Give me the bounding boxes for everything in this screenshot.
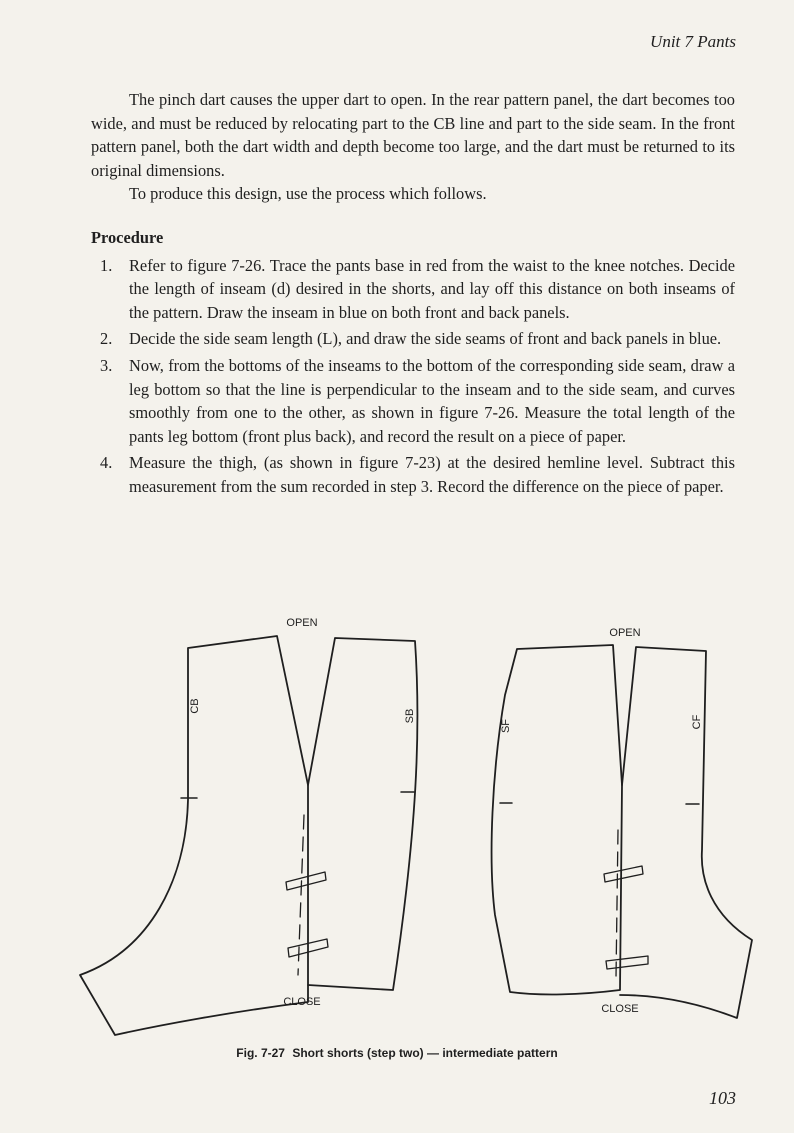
pattern-diagram <box>0 600 794 1050</box>
front-left-piece-outline <box>492 645 622 994</box>
step-text: Decide the side seam length (L), and draw the side seams of front and back panels in blue. <box>129 329 722 349</box>
back-left-piece-outline <box>80 636 308 1035</box>
step-number: 1. <box>100 255 113 275</box>
step-number: 2. <box>100 329 113 349</box>
procedure-step <box>91 254 735 325</box>
page-number: 103 <box>709 1088 736 1108</box>
paragraph-2: To produce this design, use the process which follows. <box>129 184 487 204</box>
pattern-figure <box>0 600 794 1080</box>
step-text: Measure the thigh, (as shown in figure 7-23) at the desired hemline level. Subtract this measurement from the sum recorded in step 3. Record the difference on the piece of paper. <box>129 453 735 496</box>
front-sf-label: SF <box>500 718 512 734</box>
back-right-piece-outline <box>308 638 417 990</box>
procedure-step <box>91 451 735 498</box>
step-number: 4. <box>100 453 113 473</box>
back-dashed-guide <box>298 815 304 975</box>
back-close-label: CLOSE <box>283 996 321 1008</box>
step-text: Now, from the bottoms of the inseams to the bottom of the corresponding side seam, draw a leg bottom so that the line is perpendicular to the inseam and to the side seam, and curves smoothly from one to the other, as shown in figure 7-26. Measure the total length of the pants leg bottom (front plus back), and record the result on a piece of paper. <box>129 355 735 446</box>
figure-number: Fig. 7-27 <box>236 1046 285 1060</box>
front-tape-strip-lower <box>606 956 648 969</box>
front-right-piece-outline <box>620 647 752 1018</box>
step-text: Refer to figure 7-26. Trace the pants base in red from the waist to the knee notches. Decide the length of inseam (d) desired in the shorts, and lay off this distance on both inseams of the pattern. Draw the inseam in blue on both front and back panels. <box>129 255 735 322</box>
procedure-step <box>91 354 735 448</box>
paragraph-1: The pinch dart causes the upper dart to open. In the rear pattern panel, the dart becomes too wide, and must be reduced by relocating part to the CB line and part to the side seam. In the front pattern panel, both the dart width and depth become too large, and the dart must be returned to its original dimensions. <box>91 90 735 180</box>
front-dashed-guide <box>616 830 618 978</box>
body-text <box>91 88 735 502</box>
back-cb-label: CB <box>189 698 201 714</box>
back-sb-label: SB <box>404 708 416 724</box>
back-tape-strip-upper <box>286 872 326 890</box>
figure-caption-text: Short shorts (step two) — intermediate pattern <box>292 1046 558 1060</box>
back-open-label: OPEN <box>286 617 318 629</box>
procedure-heading: Procedure <box>91 227 164 247</box>
front-open-label: OPEN <box>609 627 641 639</box>
front-tape-strip-upper <box>604 866 643 882</box>
running-header: Unit 7 Pants <box>650 32 736 51</box>
figure-caption <box>0 1046 794 1060</box>
front-close-label: CLOSE <box>601 1003 639 1015</box>
procedure-list <box>91 254 735 499</box>
front-cf-label: CF <box>691 714 703 730</box>
step-number: 3. <box>100 355 113 375</box>
procedure-step <box>91 327 735 351</box>
